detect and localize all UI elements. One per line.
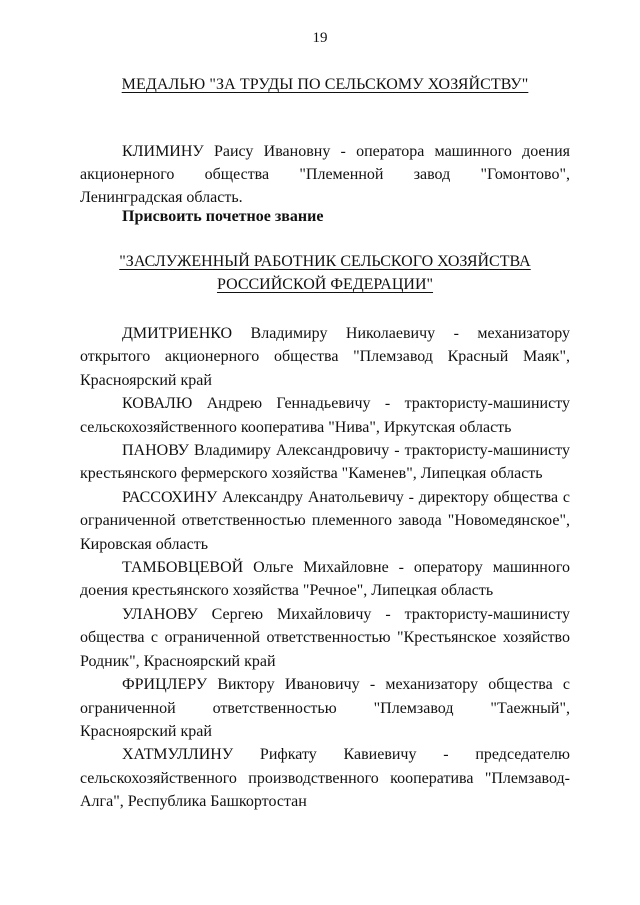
honorary-title-line-1: "ЗАСЛУЖЕННЫЙ РАБОТНИК СЕЛЬСКОГО ХОЗЯЙСТВА bbox=[119, 253, 531, 270]
recipient-entry: ДМИТРИЕНКО Владимиру Николаевичу - механизатору открытого акционерного общества "Племзавод Красный Маяк", Красноярский край bbox=[80, 325, 570, 389]
recipient-entry: РАССОХИНУ Александру Анатольевичу - директору общества с ограниченной ответственностью племенного завода "Новомедянское", Кировская область bbox=[80, 488, 570, 553]
honorary-title bbox=[80, 250, 570, 296]
recipient-entry: ТАМБОВЦЕВОЙ Ольге Михайловне - оператору машинного доения крестьянского хозяйства "Речное", Липецкая область bbox=[80, 559, 570, 600]
recipient-entry: КОВАЛЮ Андрею Геннадьевичу - трактористу-машинисту сельскохозяйственного кооператива "Нива", Иркутская область bbox=[80, 395, 570, 436]
recipient-entry: УЛАНОВУ Сергею Михайловичу - трактористу-машинисту общества с ограниченной ответственностью "Крестьянское хозяйство Родник", Красноярский край bbox=[80, 605, 570, 670]
medal-title: МЕДАЛЬЮ "ЗА ТРУДЫ ПО СЕЛЬСКОМУ ХОЗЯЙСТВУ" bbox=[121, 76, 529, 93]
recipient-list bbox=[80, 322, 570, 814]
honorary-heading: Присвоить почетное звание bbox=[122, 208, 324, 225]
honorary-title-line-2: РОССИЙСКОЙ ФЕДЕРАЦИИ" bbox=[216, 276, 434, 293]
recipient-entry: ПАНОВУ Владимиру Александровичу - трактористу-машинисту крестьянского фермерского хозяйства "Каменев", Липецкая область bbox=[80, 442, 570, 483]
page-number: 19 bbox=[312, 30, 328, 46]
recipient-entry: ФРИЦЛЕРУ Виктору Ивановичу - механизатору общества с ограниченной ответственностью "Племзавод "Таежный", Красноярский край bbox=[80, 676, 570, 740]
recipient-entry: ХАТМУЛЛИНУ Рифкату Кавиевичу - председателю сельскохозяйственного производственного кооператива "Племзавод-Алга", Республика Башкортостан bbox=[80, 746, 570, 811]
medal-recipient: КЛИМИНУ Раису Ивановну - оператора машинного доения акционерного общества "Племенной завод "Гомонтово", Ленинградская область. bbox=[80, 143, 570, 206]
